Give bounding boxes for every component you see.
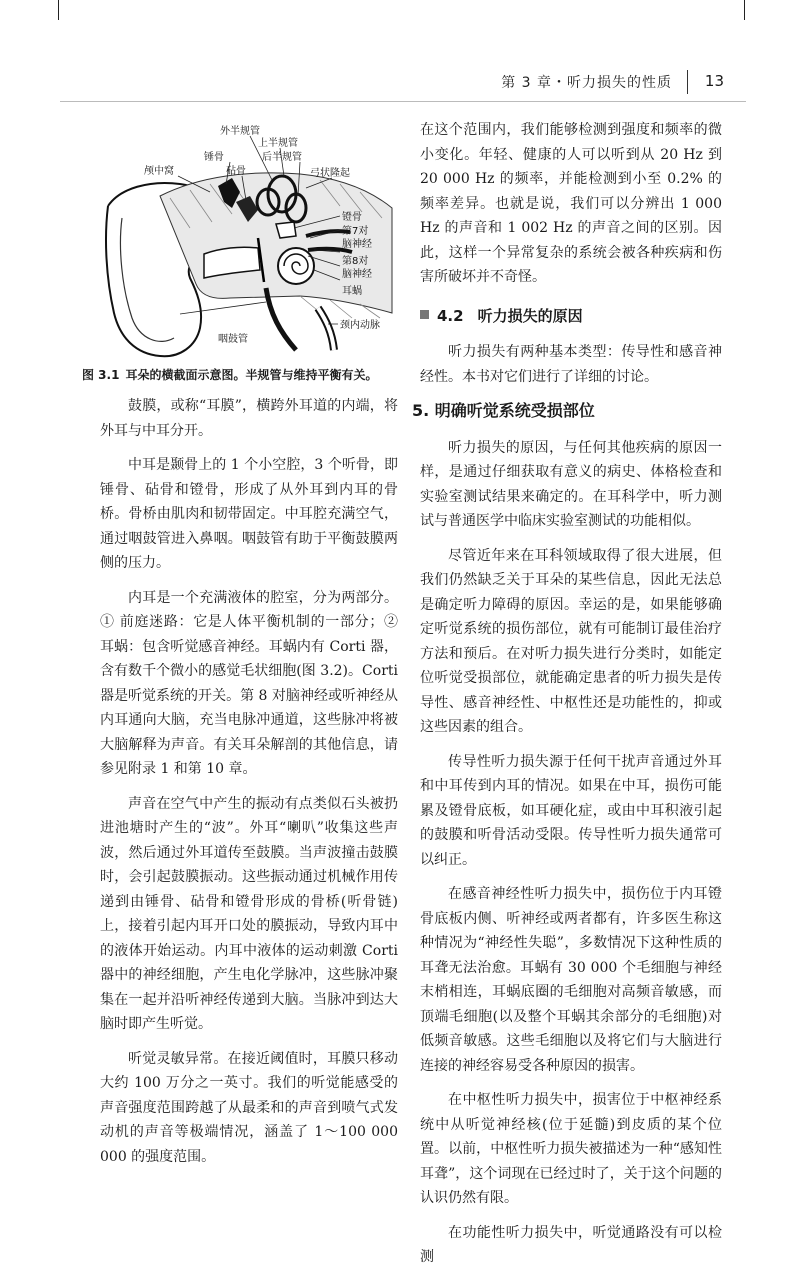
label-incus: 砧骨: [226, 166, 246, 177]
header-rule: [60, 101, 746, 102]
label-vc-nerve-2: 脑神经: [342, 269, 372, 280]
figure-number: 图 3.1: [82, 368, 120, 382]
paragraph: 传导性听力损失源于任何干扰声音通过外耳和中耳传到内耳的情况。如果在中耳，损伤可能累及镫骨底板，如耳硬化症，或由中耳积液引起的鼓膜和听骨活动受限。传导性听力损失通常可以纠正。: [420, 753, 722, 868]
label-facial-nerve-2: 脑神经: [342, 239, 372, 250]
stapes-shape: [276, 222, 296, 238]
section-title: 听力损失的原因: [477, 306, 583, 325]
paragraph: 中耳是颞骨上的 1 个小空腔，3 个听骨，即锤骨、砧骨和镫骨，形成了从外耳到内耳的骨桥。骨桥由肌肉和韧带固定。中耳腔充满空气，通过咽鼓管进入鼻咽。咽鼓管有助于平衡鼓膜两侧的压力。: [100, 457, 398, 571]
paragraph: 听觉灵敏异常。在接近阈值时，耳膜只移动大约 100 万分之一英寸。我们的听觉能感受的声音强度范围跨越了从最柔和的声音到喷气式发动机的声音等极端情况，涵盖了 1～100 000 000 的强度范围。: [100, 1050, 398, 1165]
label-vc-nerve-1: 第8对: [342, 256, 369, 267]
section-heading-4-2: [420, 304, 722, 329]
section-number: 4.2: [437, 306, 464, 325]
paragraph: 在这个范围内，我们能够检测到强度和频率的微小变化。年轻、健康的人可以听到从 20 Hz 到 20 000 Hz 的频率，并能检测到小至 0.2% 的频率差异。也就是说，我们可以分辨出 1 000 Hz 的声音和 1 002 Hz 的声音之间的区别。因此，这样一个异常复杂的系统会被各种疾病和伤害所破坏并不奇怪。: [420, 122, 722, 285]
running-header: [0, 72, 744, 94]
label-carotid: 颈内动脉: [340, 320, 380, 331]
header-divider: [687, 70, 688, 94]
pinna-inner-fold: [120, 218, 174, 341]
label-middle-fossa: 颅中窝: [144, 166, 174, 177]
left-column: [82, 118, 398, 1179]
label-posterior-canal: 后半规管: [262, 152, 302, 163]
ear-illustration: [100, 118, 398, 360]
paragraph: 听力损失有两种基本类型：传导性和感音神经性。本书对它们进行了详细的讨论。: [420, 344, 722, 385]
label-malleus: 锤骨: [204, 152, 224, 163]
paragraph: 听力损失的原因，与任何其他疾病的原因一样，是通过仔细获取有意义的病史、体格检查和实验室测试结果来确定的。在耳科学中，听力测试与普通医学中临床实验室测试的功能相似。: [420, 439, 722, 529]
paragraph: 在功能性听力损失中，听觉通路没有可以检测: [420, 1224, 722, 1265]
crop-mark-right: [744, 0, 745, 20]
right-column: [412, 118, 722, 1280]
heading-square-icon: [420, 310, 429, 319]
label-cochlea: 耳蜗: [342, 286, 362, 297]
paragraph: 内耳是一个充满液体的腔室，分为两部分。① 前庭迷路：它是人体平衡机制的一部分；② 耳蜗：包含听觉感音神经。耳蜗内有 Corti 器，含有数千个微小的感觉毛状细胞(图 3.2)。Corti 器是听觉系统的开关。第 8 对脑神经或听神经从内耳通向大脑，充当电脉冲通道，这些脉冲将被大脑解释为声音。有关耳朵解剖的其他信息，请参见附录 1 和第 10 章。: [100, 589, 398, 777]
figure-caption: [82, 366, 402, 384]
label-upper-canal: 上半规管: [258, 138, 298, 149]
label-arcuate: 弓状隆起: [310, 168, 350, 179]
chapter-title: 第 3 章・听力损失的性质: [501, 75, 672, 91]
ear-cross-section-figure: [100, 118, 398, 360]
paragraph: 声音在空气中产生的振动有点类似石头被扔进池塘时产生的“波”。外耳“喇叭”收集这些声波，然后通过外耳道传至鼓膜。当声波撞击鼓膜时，会引起鼓膜振动。这些振动通过机械作用传递到由锤骨、砧骨和镫骨形成的骨桥(听骨链)上，接着引起内耳开口处的膜振动，导致内耳中的液体开始运动。内耳中液体的运动刺激 Corti 器中的神经细胞，产生电化学脉冲，这些脉冲聚集在一起并沿听神经传递到大脑。当脉冲到达大脑时即产生听觉。: [100, 795, 398, 1032]
label-eustachian: 咽鼓管: [218, 334, 248, 345]
paragraph: 在感音神经性听力损失中，损伤位于内耳镫骨底板内侧、听神经或两者都有，许多医生称这种情况为“神经性失聪”，多数情况下这种性质的耳聋无法治愈。耳蜗有 30 000 个毛细胞与神经末梢相连，耳蜗底圈的毛细胞对高频音敏感，而顶端毛细胞(以及整个耳蜗其余部分的毛细胞)对低频音敏感。这些毛细胞以及将它们与大脑进行连接的神经容易受各种原因的损害。: [420, 886, 722, 1074]
paragraph: 尽管近年来在耳科领域取得了很大进展，但我们仍然缺乏关于耳朵的某些信息，因此无法总是确定听力障碍的原因。幸运的是，如果能够确定听觉系统的损伤部位，就有可能制订最佳治疗方法和预后。在对听力损失进行分类时，如能定位听觉受损部位，就能确定患者的听力损失是传导性、感音神经性、中枢性还是功能性的，抑或这些因素的组合。: [420, 547, 722, 735]
label-stapes: 镫骨: [342, 212, 362, 223]
paragraph: 鼓膜，或称“耳膜”，横跨外耳道的内端，将外耳与中耳分开。: [100, 398, 398, 439]
figure-caption-text: 耳朵的横截面示意图。半规管与维持平衡有关。: [125, 368, 378, 382]
paragraph: 在中枢性听力损失中，损害位于中枢神经系统中从听觉神经核(位于延髓)到皮质的某个位置。以前，中枢性听力损失被描述为一种“感知性耳聋”，这个词现在已经过时了，关于这个问题的认识仍然有限。: [420, 1092, 722, 1206]
label-facial-nerve-1: 第7对: [342, 226, 369, 237]
page-number: 13: [704, 72, 724, 90]
crop-mark-left: [58, 0, 59, 20]
section-heading-5: 5. 明确听觉系统受损部位: [412, 401, 595, 420]
label-outer-canal: 外半规管: [220, 126, 260, 137]
